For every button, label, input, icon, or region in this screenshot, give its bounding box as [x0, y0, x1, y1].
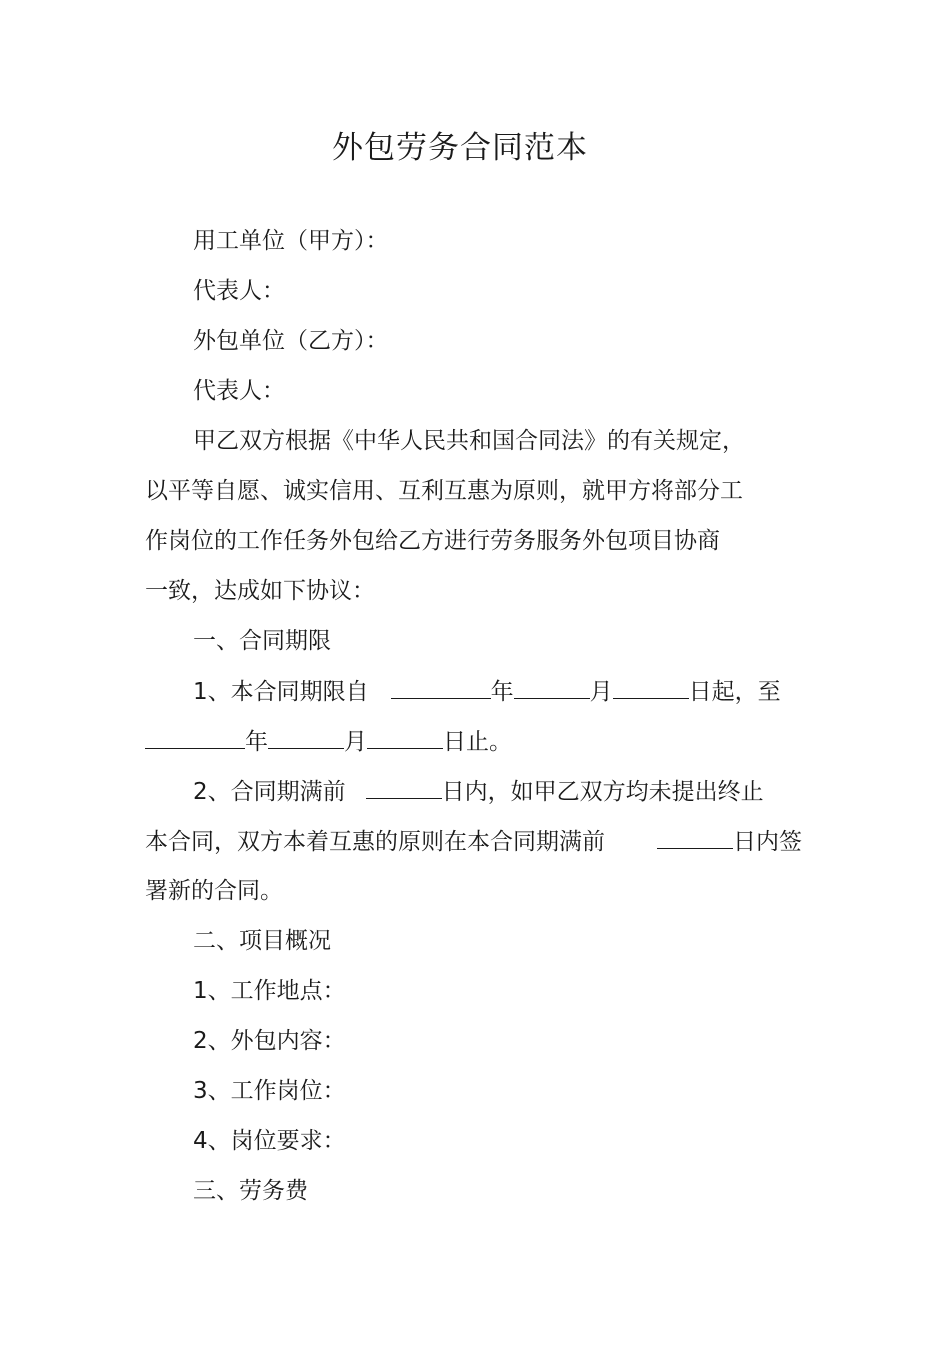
- party-b-representative-label: 代表人：: [193, 378, 285, 404]
- renewal-line-2-end: 日内签: [733, 829, 802, 855]
- renewal-line-2: [145, 826, 802, 857]
- term-end-line: [145, 726, 512, 757]
- renewal-sign-days-blank[interactable]: [657, 826, 733, 849]
- section-3-heading: 三、劳务费: [193, 1178, 308, 1204]
- start-year-blank[interactable]: [391, 676, 491, 699]
- start-day-blank[interactable]: [613, 676, 689, 699]
- work-location-label: 1、工作地点：: [193, 978, 346, 1004]
- intro-line-4: 一致，达成如下协议：: [145, 578, 375, 604]
- end-day-blank[interactable]: [367, 726, 443, 749]
- end-year-blank[interactable]: [145, 726, 245, 749]
- outsourcing-content-label: 2、外包内容：: [193, 1028, 346, 1054]
- renewal-prefix: 2、合同期满前: [193, 779, 346, 805]
- year-label: 年: [245, 729, 268, 755]
- renewal-line-1: [193, 776, 764, 807]
- from-to-label: 日起，至: [688, 679, 781, 705]
- renewal-line-2-text: 本合同，双方本着互惠的原则在本合同期满前: [145, 829, 605, 855]
- month-label: 月: [589, 679, 613, 705]
- party-a-label: 用工单位（甲方）：: [193, 228, 389, 254]
- party-b-label: 外包单位（乙方）：: [193, 328, 389, 354]
- renewal-days-blank[interactable]: [366, 776, 442, 799]
- term-start-line: [193, 676, 781, 707]
- renewal-mid-text: 日内，如甲乙双方均未提出终止: [441, 779, 764, 805]
- intro-line-2: 以平等自愿、诚实信用、互利互惠为原则，就甲方将部分工: [145, 478, 743, 504]
- end-day-label: 日止。: [443, 729, 512, 755]
- party-a-representative-label: 代表人：: [193, 278, 285, 304]
- year-label: 年: [490, 679, 514, 705]
- position-requirements-label: 4、岗位要求：: [193, 1128, 346, 1154]
- start-month-blank[interactable]: [514, 676, 590, 699]
- section-1-heading: 一、合同期限: [193, 628, 331, 654]
- term-start-prefix: 1、本合同期限自: [193, 679, 369, 705]
- document-title: 外包劳务合同范本: [332, 130, 588, 166]
- work-position-label: 3、工作岗位：: [193, 1078, 346, 1104]
- month-label: 月: [344, 729, 367, 755]
- section-2-heading: 二、项目概况: [193, 928, 331, 954]
- intro-line-3: 作岗位的工作任务外包给乙方进行劳务服务外包项目协商: [145, 528, 720, 554]
- intro-line-1: 甲乙双方根据《中华人民共和国合同法》的有关规定，: [193, 428, 745, 454]
- end-month-blank[interactable]: [268, 726, 344, 749]
- renewal-line-3: 署新的合同。: [145, 878, 283, 904]
